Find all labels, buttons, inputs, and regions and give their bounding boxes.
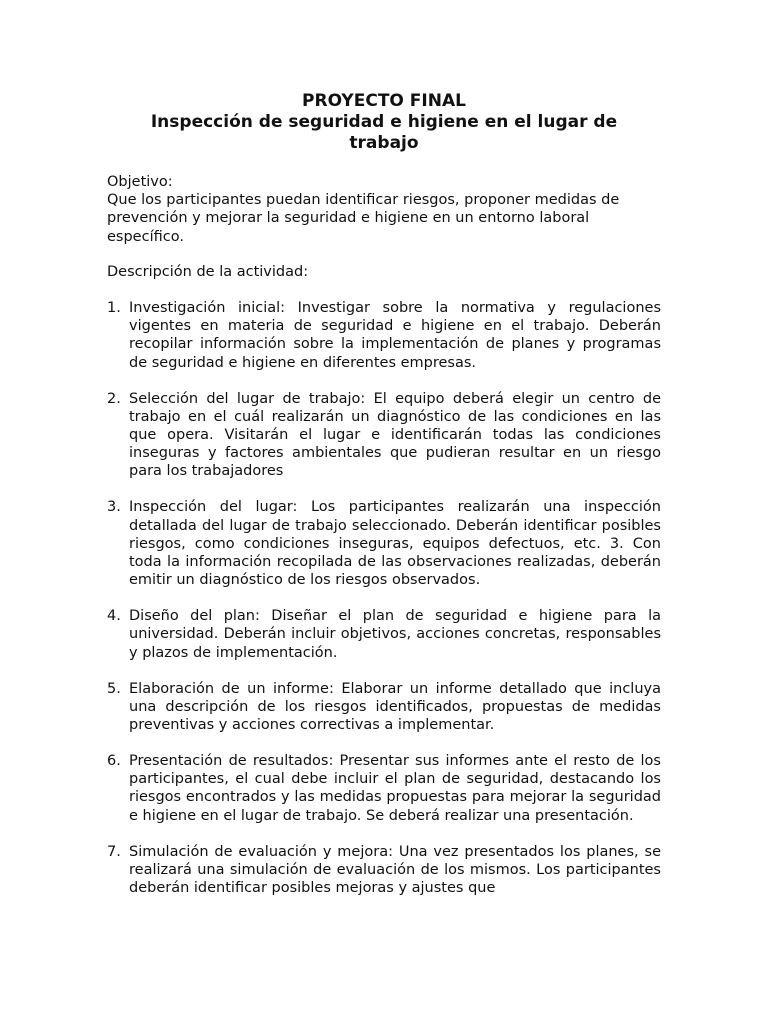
list-item-text: Diseño del plan: Diseñar el plan de seguridad e higiene para la universidad. Deberán incluir objetivos, acciones concretas, responsables y plazos de implementación. [129, 608, 661, 661]
list-item-text: Simulación de evaluación y mejora: Una vez presentados los planes, se realizará una simulación de evaluación de los mismos. Los participantes deberán identificar posibles mejoras y ajustes que [129, 843, 661, 897]
document-subtitle: Inspección de seguridad e higiene en el lugar de trabajo [150, 112, 618, 153]
list-item [107, 607, 661, 662]
activity-list [107, 299, 661, 897]
list-item-text: Inspección del lugar: Los participantes realizarán una inspección detallada del lugar de trabajo seleccionado. Deberán identificar posibles riesgos, como condiciones inseguras, equipos defectuos, etc. 3. Con toda la información recopilada de las observaciones realizadas, deberán emitir un diagnóstico de los riesgos observados. [129, 499, 661, 589]
list-item-text: Presentación de resultados: Presentar sus informes ante el resto de los participantes, el cual debe incluir el plan de seguridad, destacando los riesgos encontrados y las medidas propuestas para mejorar la seguridad e higiene en el lugar de trabajo. Se deberá realizar una presentación. [129, 753, 661, 824]
title-block [107, 91, 661, 154]
list-item-number: 1. [107, 300, 121, 317]
list-item [107, 843, 661, 898]
document-title: PROYECTO FINAL [302, 91, 466, 111]
list-item-number: 3. [107, 499, 121, 516]
list-item-text: Elaboración de un informe: Elaborar un informe detallado que incluya una descripción de los riesgos identificados, propuestas de medidas preventivas y acciones correctivas a implementar. [129, 680, 661, 734]
list-item-text: Selección del lugar de trabajo: El equipo deberá elegir un centro de trabajo en el cuál realizarán un diagnóstico de las condiciones en las que opera. Visitarán el lugar e identificarán todas las condiciones inseguras y factores ambientales que pudieran resultar en un riesgo para los trabajadores [129, 390, 661, 480]
list-item [107, 498, 661, 589]
list-item [107, 752, 661, 825]
list-item-number: 7. [107, 843, 121, 860]
list-item-number: 2. [107, 390, 121, 407]
list-item-text: Investigación inicial: Investigar sobre la normativa y regulaciones vigentes en materia de seguridad e higiene en el trabajo. Deberán recopilar información sobre la implementación de planes y programas de seguridad e higiene en diferentes empresas. [129, 300, 661, 371]
list-item-number: 6. [107, 753, 121, 770]
objective-text: Que los participantes puedan identificar riesgos, proponer medidas de prevención y mejorar la seguridad e higiene en un entorno laboral específico. [107, 192, 620, 245]
list-item [107, 299, 661, 372]
list-item [107, 390, 661, 481]
list-item-number: 5. [107, 680, 121, 697]
list-item-number: 4. [107, 608, 121, 625]
objective-label: Objetivo: [107, 174, 173, 190]
list-item [107, 680, 661, 735]
activity-description-label: Descripción de la actividad: [107, 264, 309, 281]
document-body [107, 173, 661, 897]
